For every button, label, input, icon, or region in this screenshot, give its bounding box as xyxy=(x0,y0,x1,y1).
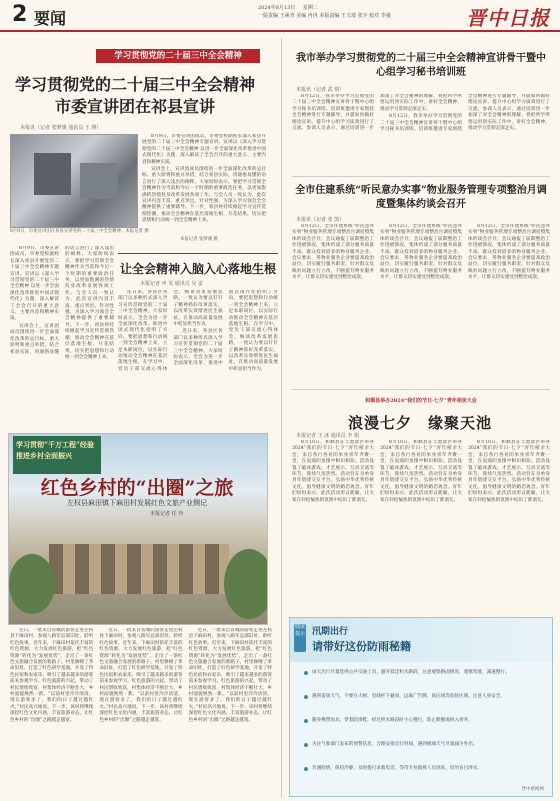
photo-credit: 本报记者 张梦溪 摄 xyxy=(180,237,218,242)
article-body-training-a: 8月12日，我市举办学习贯彻党的二十届三中全会精神宣讲骨干暨中心组学习秘书培训班。培训班邀请专家围绕全会精神进行专题辅导，并就如何做好理论宣讲、提升中心组学习质效进行了交流。参训人员表示，通过培训进一步加深了对全会精神的理解，将把所学所悟运用到实际工作中，讲好全会精神，推动学习贯彻走深走实。 xyxy=(292,94,462,132)
article-body-spirit xyxy=(118,290,278,420)
main-article-lead xyxy=(142,134,266,234)
bullet-icon xyxy=(304,671,308,675)
issue-weekday: 星期二 xyxy=(302,5,318,11)
village-headline: 红色乡村的“出圈”之旅 xyxy=(40,477,234,499)
article-rule xyxy=(292,176,550,177)
rain-safety-tips-box xyxy=(289,617,553,797)
article-headline-spirit: 让全会精神入脑入心落地生根 xyxy=(119,262,276,276)
article-rule xyxy=(292,389,550,390)
tip-item: 随身携带雨具，穿着防滑鞋，经过积水路段时小心慢行，防止跌倒或掉入窨井。 xyxy=(312,718,532,724)
article-body-training xyxy=(292,94,550,170)
masthead xyxy=(0,0,560,32)
article-byline-property: 本报讯（记者 张 凯） xyxy=(296,217,345,223)
main-article-body-a: 8月9日，市委宣讲团成员、市委党校副校长深入祁县开展党的二十届三中全会精神专题宣讲。宣讲以《深入学习贯彻党的二十届三中全会精神 以进一步全面深化改革推进中国式现代化》为题，深入解读了全会召开的重大意义、主要内容和精神实质。 xyxy=(10,246,59,322)
article-body-property-b: 8月12日，全市住建系统“听民意办实事”物业服务管理专项整治月调度暨集体约谈会召开。会议通报了前期整治工作进展情况，集体约谈了部分服务质量不高、群众投诉较多的物业服务企业。会议要求，各物业服务企业要提高政治站位，切实履行服务职责，针对群众反映的问题立行立改，不断提升物业服务水平，让群众切实感受到整治成效。 xyxy=(380,224,462,281)
lecture-photo xyxy=(10,134,138,228)
main-article-body xyxy=(10,246,114,396)
article-headline-training: 我市举办学习贯彻党的二十届三中全会精神宣讲骨干暨中心组学习秘书培训班 xyxy=(296,53,546,78)
article-byline-spirit: 本报记者 申 雯 通讯员 吴 雷 xyxy=(140,281,203,287)
photo-caption: 8月9日，市委宣讲团在祁县宣讲党的二十届三中全会精神。本报记者 摄 xyxy=(10,229,149,234)
tip-item: 遇到雷雨天气，不要在大树、电线杆下避雨，远离广告牌、高压线等危险区域，注意人身安全。 xyxy=(312,694,532,700)
topic-banner: 学习贯彻党的二十届三中全会精神 xyxy=(96,49,260,63)
editor-line: 一版责编 王素青 美编 冉冉 本版责编 王文琦 张宇 校对 李强 xyxy=(258,13,391,19)
tips-title-line2: 请带好这份防雨秘籍 xyxy=(312,640,411,653)
village-subheadline: 左权县麻田镇下麻田村发展红色文旅产业侧记 xyxy=(67,499,207,507)
article-body-property-a: 8月12日，全市住建系统“听民意办实事”物业服务管理专项整治月调度暨集体约谈会召开。会议通报了前期整治工作进展情况，集体约谈了部分服务质量不高、群众投诉较多的物业服务企业。会议要求，各物业服务企业要提高政治站位，切实履行服务职责，针对群众反映的问题立行立改，不断提升物业服务水平，让群众切实感受到整治成效。 xyxy=(292,224,374,281)
article-body-property xyxy=(292,224,550,382)
event-byline: 本报记者 王 冰 通讯员 李 娟 xyxy=(296,433,359,439)
bullet-icon xyxy=(304,719,308,723)
tips-title-line1: 汛期出行 xyxy=(312,627,349,637)
village-article-body-c: 近日，一批来自省城的游客走进左权县下麻田村，参观八路军总部旧址，聆听红色故事。近年来，下麻田村依托丰富的红色资源，大力发展红色旅游，把“红色资源”转化为“发展优势”，走出了一条红色文旅融合发展的新路子。村里修缮了革命旧址，打造了红色研学基地，开发了特色民宿和农家乐，吸引了越来越多的游客前来参观学习。红色旅游的兴起，带动了村民增收致富，村集体经济不断壮大，乡村面貌焕然一新。“以前村里冷冷清清，现在游客多了，我们的日子越过越红火。”村民高兴地说。下一步，该村将继续深挖红色文化内涵，丰富旅游业态，让红色乡村的“出圈”之路越走越宽。 xyxy=(188,628,272,723)
tips-header xyxy=(290,618,552,662)
bullet-icon xyxy=(304,695,308,699)
village-article-body xyxy=(10,628,272,794)
event-kicker: 和顺县举办2024“我们的节日·七夕”青年相亲大会 xyxy=(365,398,477,404)
article-body-property-c: 8月12日，全市住建系统“听民意办实事”物业服务管理专项整治月调度暨集体约谈会召开。会议通报了前期整治工作进展情况，集体约谈了部分服务质量不高、群众投诉较多的物业服务企业。会议要求，各物业服务企业要提高政治站位，切实履行服务职责，针对群众反映的问题立行立改，不断提升物业服务水平，让群众切实感受到整治成效。 xyxy=(468,224,550,281)
main-byline: 本报讯（记者 张梦溪 通讯员 王 瑛） xyxy=(20,125,102,131)
article-rule xyxy=(118,253,278,254)
event-article-body-b: 8月10日，和顺县在天池景区举办2024“我们的节日·七夕”青年相亲大会，来自各行各业的单身青年齐聚一堂，在浪漫的氛围中相识相知。活动设置了破冰游戏、才艺展示、互动交流等环节，现场气氛热烈。活动旨在为单身青年搭建交友平台，弘扬中华优秀传统文化，倡导健康文明的婚恋观念。青年们纷纷表示，此次活动形式新颖，让大家在轻松愉快的氛围中结识了新朋友。 xyxy=(380,440,462,503)
article-body-spirit-a: 连日来，各县区各部门以多种形式深入学习宣传贯彻党的二十届三中全会精神。大家纷纷表示，全会为进一步全面深化改革、推进中国式现代化指明了方向。要把思想和行动统一到全会精神上来，立足本职岗位，以实际行动推动全会精神在基层落地生根。在学习中，党员干部交流心得体会，畅谈改革发展思路，一致认为要以钉钉子精神抓好改革落实，以改革实效增进民生福祉，在推动高质量发展中彰显担当作为。 xyxy=(118,290,223,372)
event-article-body-c: 8月10日，和顺县在天池景区举办2024“我们的节日·七夕”青年相亲大会，来自各行各业的单身青年齐聚一堂，在浪漫的氛围中相识相知。活动设置了破冰游戏、才艺展示、互动交流等环节，现场气氛热烈。活动旨在为单身青年搭建交友平台，弘扬中华优秀传统文化，倡导健康文明的婚恋观念。青年们纷纷表示，此次活动形式新颖，让大家在轻松愉快的氛围中结识了新朋友。 xyxy=(468,440,550,503)
village-article-body-a: 近日，一批来自省城的游客走进左权县下麻田村，参观八路军总部旧址，聆听红色故事。近年来，下麻田村依托丰富的红色资源，大力发展红色旅游，把“红色资源”转化为“发展优势”，走出了一条红色文旅融合发展的新路子。村里修缮了革命旧址，打造了红色研学基地，开发了特色民宿和农家乐，吸引了越来越多的游客前来参观学习。红色旅游的兴起，带动了村民增收致富，村集体经济不断壮大，乡村面貌焕然一新。“以前村里冷冷清清，现在游客多了，我们的日子越过越红火。”村民高兴地说。下一步，该村将继续深挖红色文化内涵，丰富旅游业态，让红色乡村的“出圈”之路越走越宽。 xyxy=(10,628,94,723)
article-body-training-b: 8月12日，我市举办学习贯彻党的二十届三中全会精神宣讲骨干暨中心组学习秘书培训班。培训班邀请专家围绕全会精神进行专题辅导，并就如何做好理论宣讲、提升中心组学习质效进行了交流。参训人员表示，通过培训进一步加深了对全会精神的理解，将把所学所悟运用到实际工作中，讲好全会精神，推动学习贯彻走深走实。 xyxy=(380,94,550,133)
village-byline: 本报记者 任 玲 xyxy=(150,511,184,517)
article-body-spirit-b: 连日来，各县区各部门以多种形式深入学习宣传贯彻党的二十届三中全会精神。大家纷纷表示，全会为进一步全面深化改革、推进中国式现代化指明了方向。要把思想和行动统一到全会精神上来，立足本职岗位，以实际行动推动全会精神在基层落地生根。在学习中，党员干部交流心得体会，畅谈改革发展思路，一致认为要以钉钉子精神抓好改革落实，以改革实效增进民生福祉，在推动高质量发展中彰显担当作为。 xyxy=(173,290,278,372)
issue-date: 2024年8月13日 xyxy=(258,5,296,11)
bullet-icon xyxy=(304,743,308,747)
main-headline: 学习贯彻党的二十届三中全会精神市委宣讲团在祁县宣讲 xyxy=(14,75,255,116)
event-article-body-a: 8月10日，和顺县在天池景区举办2024“我们的节日·七夕”青年相亲大会，来自各行各业的单身青年齐聚一堂，在浪漫的氛围中相识相知。活动设置了破冰游戏、才艺展示、互动交流等环节，现场气氛热烈。活动旨在为单身青年搭建交友平台，弘扬中华优秀传统文化，倡导健康文明的婚恋观念。青年们纷纷表示，此次活动形式新颖，让大家在轻松愉快的氛围中结识了新朋友。 xyxy=(292,440,374,503)
bullet-icon xyxy=(304,767,308,771)
event-article-body xyxy=(292,440,550,610)
village-article-body-b: 近日，一批来自省城的游客走进左权县下麻田村，参观八路军总部旧址，聆听红色故事。近年来，下麻田村依托丰富的红色资源，大力发展红色旅游，把“红色资源”转化为“发展优势”，走出了一条红色文旅融合发展的新路子。村里修缮了革命旧址，打造了红色研学基地，开发了特色民宿和农家乐，吸引了越来越多的游客前来参观学习。红色旅游的兴起，带动了村民增收致富，村集体经济不断壮大，乡村面貌焕然一新。“以前村里冷冷清清，现在游客多了，我们的日子越过越红火。”村民高兴地说。下一步，该村将继续深挖红色文化内涵，丰富旅游业态，让红色乡村的“出圈”之路越走越宽。 xyxy=(99,628,183,723)
main-article-body-text: 宣讲会上，宣讲团成员围绕进一步全面深化改革的总目标、重大原则和重点举措，结合祁县实际，用通俗易懂的语言进行了深入浅出的阐释。大家纷纷表示，要把学习贯彻全会精神作为当前和今后一个时期的重要政治任务，以更加饱满的热情投身改革发展各项工作。与会人员一致认为，此次宣讲内容丰富、重点突出、针对性强，为深入学习领会全会精神提供了重要辅导。下一步，祁县将持续掀起学习宣传贯彻热潮，推动全会精神在基层落地生根、开花结果，切实把思想和行动统一到全会精神上来。 xyxy=(142,167,266,224)
tip-item: 关注气象部门发布的预警信息，合理安排出行时间，遇到极端天气尽量减少外出。 xyxy=(312,742,532,748)
newspaper-logo: 晋中日报 xyxy=(466,6,550,30)
article-byline-training: 本报讯（记者 武 琪） xyxy=(296,87,345,93)
column-divider xyxy=(281,38,282,798)
village-photo xyxy=(8,433,268,625)
event-headline: 浪漫七夕 缘聚天池 xyxy=(347,414,492,432)
tip-item: 雨天出行尽量选择公共交通工具，避开低洼积水路段，注意观察路面情况，谨慎驾驶，减速慢行。 xyxy=(312,670,532,676)
tips-credit: 晋中新闻网 xyxy=(521,787,544,792)
article-headline-property: 全市住建系统“听民意办实事”物业服务管理专项整治月调度暨集体约谈会召开 xyxy=(295,185,547,210)
section-title: 要闻 xyxy=(34,9,67,28)
page-number: 2 xyxy=(12,2,28,27)
tips-badge: 健康提示 xyxy=(294,624,306,652)
main-article-lead-text: 8月9日，市委宣讲团成员、市委党校副校长深入祁县开展党的二十届三中全会精神专题宣讲。宣讲以《深入学习贯彻党的二十届三中全会精神 以进一步全面深化改革推进中国式现代化》为题，深入解读了全会召开的重大意义、主要内容和精神实质。 xyxy=(142,134,266,165)
main-article-body-b: 宣讲会上，宣讲团成员围绕进一步全面深化改革的总目标、重大原则和重点举措，结合祁县实际，用通俗易懂的语言进行了深入浅出的阐释。大家纷纷表示，要把学习贯彻全会精神作为当前和今后一个时期的重要政治任务，以更加饱满的热情投身改革发展各项工作。与会人员一致认为，此次宣讲内容丰富、重点突出、针对性强，为深入学习领会全会精神提供了重要辅导。下一步，祁县将持续掀起学习宣传贯彻热潮，推动全会精神在基层落地生根、开花结果，切实把思想和行动统一到全会精神上来。 xyxy=(10,246,114,360)
campaign-sign: 学习贯彻“千万工程”经验 推进乡村全面振兴 xyxy=(13,436,101,474)
tip-item: 若遇险情，保持冷静，及时拨打求救电话，等待专业救援人员到来，切勿盲目涉水。 xyxy=(312,766,532,772)
